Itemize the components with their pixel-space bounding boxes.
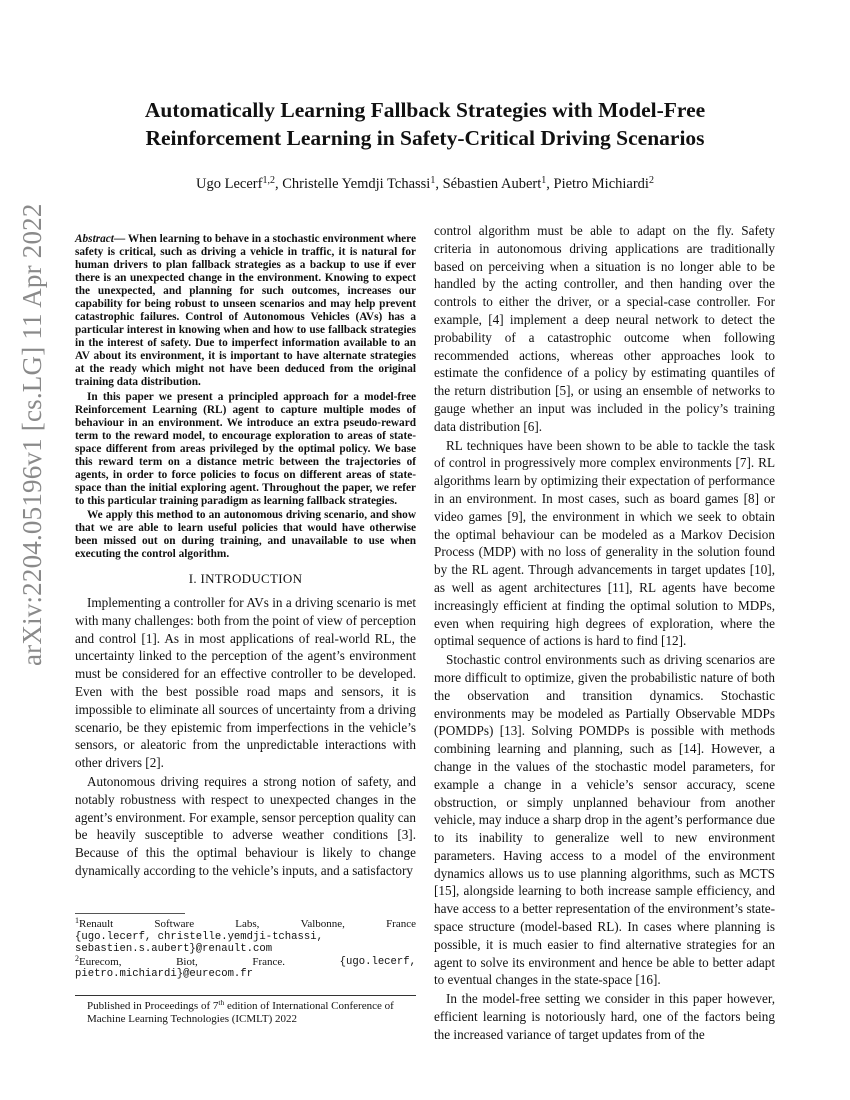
title-line-2: Reinforcement Learning in Safety-Critical Driving Scenarios: [145, 126, 705, 150]
author-name: Christelle Yemdji Tchassi: [282, 176, 431, 192]
publication-note-suffix: edition of International Conference of: [224, 1000, 394, 1012]
footnote-email-fragment: {ugo.lecerf,: [339, 955, 416, 968]
author-list: Ugo Lecerf$^{1,2}$, Christelle Yemdji Tchassi$^1$, Sébastien Aubert$^1$, Pietro Michiardi$^2$: [196, 175, 654, 192]
publication-note-prefix: Published in Proceedings of 7: [87, 1000, 219, 1012]
footnote-1-affiliation: [75, 918, 416, 931]
paper-title: [75, 96, 775, 152]
footnote-1-email-line-1: {ugo.lecerf, christelle.yemdji-tchassi,: [75, 930, 323, 943]
author-name: Pietro Michiardi: [553, 176, 649, 192]
author-name: Ugo Lecerf: [196, 176, 263, 192]
footnotes: [75, 918, 416, 981]
left-column: [75, 233, 416, 881]
abstract-paragraph-2: In this paper we present a principled approach for a model-free Reinforcement Learning (RL) agent to capture multiple modes of behaviour in an environment. We introduce an extra pseudo-reward term to the reward model, to encourage exploration to areas of state-space different from areas privileged by the optimal policy. We base this reward term on a distance metric between the trajectories of agents, in order to force policies to focus on different areas of state-space than the initial exploring agent. Throughout the paper, we refer to this particular training paradigm as learning fallback strategies.: [75, 391, 416, 507]
footnote-1-email-line-2: sebastien.s.aubert}@renault.com: [75, 943, 273, 955]
right-paragraph-3: Stochastic control environments such as driving scenarios are more difficult to optimize, given the probabilistic nature of both the observation and transition dynamics. Stochastic environments may be modeled as Partially Observable MDPs (POMDPs) [13]. Solving POMDPs is possible with methods combining learning and planning, such as [14]. However, a change in the values of the stochastic model parameters, for example a change in a vehicle’s sensor accuracy, scene obstruction, or simply unplanned behaviour from another vehicle, may induce a sharp drop in the agent’s performance due to its inability to generalize well to new environment parameters. Having access to a model of the environment dynamics allows us to use planning algorithms, such as MCTS [15], alongside learning to both increase sample efficiency, and have access to a better representation of the environment’s state-space structure (model-based RL). In cases where planning is possible, it is much easier to find alternative strategies for an agent to solve its environment and hence be able to better adapt to eventual changes in the state-space [16].: [434, 652, 775, 988]
author-affiliation: 1,2: [262, 175, 275, 186]
author-affiliation: 1: [541, 175, 547, 186]
footnote-word: Valbonne,: [300, 918, 345, 930]
intro-paragraph-2: Autonomous driving requires a strong notion of safety, and notably robustness with respect to unexpected changes in the agent’s environment. For example, sensor perception quality can be heavily susceptible to adverse weather conditions [3]. Because of this the optimal behaviour is likely to change dynamically according to the vehicle’s inputs, and a satisfactory: [75, 773, 416, 878]
publication-note-line-2: Machine Learning Technologies (ICMLT) 2022: [87, 1013, 298, 1025]
footnote-word: Labs,: [235, 918, 260, 930]
author-affiliation: 2: [648, 175, 654, 186]
author-name: Sébastien Aubert: [442, 176, 542, 192]
abstract-label: Abstract: [75, 233, 114, 245]
publication-note-superscript: th: [218, 998, 225, 1007]
author-affiliation: 1: [430, 175, 436, 186]
footnote-word: France: [386, 918, 416, 930]
footnote-mark: 1: [75, 916, 79, 925]
footnote-word: Eurecom,: [79, 955, 122, 968]
footnote-word: France.: [252, 955, 286, 968]
footnote-word: Software: [154, 918, 195, 930]
footnote-2-email-line-2: pietro.michiardi}@eurecom.fr: [75, 968, 254, 980]
intro-paragraph-1: Implementing a controller for AVs in a driving scenario is met with many challenges: both from the point of view of perception and control [1]. As in most applications of real-world RL, the uncertainty linked to the perception of the agent’s environment must be considered for an effective controller to be developed. Even with the best possible road maps and sensors, it is impossible to eliminate all sources of uncertainty from a driving scenario, be they epistemic from imperfections in the vehicle’s sensors, or aleatoric from the unpredictable interactions with other drivers [2].: [75, 595, 416, 771]
footnote-word: Renault: [79, 918, 114, 930]
publication-note: [87, 1000, 417, 1026]
right-paragraph-4: In the model-free setting we consider in this paper however, efficient learning is notoriously hard, one of the factors being the increased variance of target updates from of the: [434, 991, 775, 1042]
arxiv-identifier-watermark: arXiv:2204.05196v1 [cs.LG] 11 Apr 2022: [17, 203, 47, 666]
footnote-mark: 2: [75, 953, 79, 963]
section-heading-introduction: I. INTRODUCTION: [188, 571, 303, 586]
right-paragraph-2: RL techniques have been shown to be able to tackle the task of control in progressively more complex environments [7]. RL algorithms learn by optimizing their expectation of performance in an environment. In most cases, such as board games [8] or video games [9], the environment in which we seek to obtain the optimal behaviour can be modeled as a Markov Decision Process (MDP) with no loss of generality in the solution found by the RL agent. Through advancements in target updates [10], as well as agent architectures [11], RL agents have become increasingly efficient at finding the optimal solution to MDPs, even when requiring high degrees of exploration, where the optimal sequence of actions is hard to find [12].: [434, 437, 775, 649]
right-paragraph-1: control algorithm must be able to adapt on the fly. Safety criteria in autonomous driving applications are traditionally based on perceiving when a situation is no longer able to be handled by the acting controller, and then handing over the controls to either the driver, or a special-case controller. For example, [4] implement a deep neural network to detect the probability of a catastrophic outcome when following recommended actions, whereas other approaches look to estimate the confidence of a policy by estimating quantiles of the return distribution [5], or using an ensemble of networks to gauge whether an input was included in the policy’s training data distribution [6].: [434, 223, 775, 434]
publication-note-rule: [75, 995, 416, 996]
abstract-paragraph-1: Abstract— When learning to behave in a stochastic environment where safety is critical, such as driving a vehicle in traffic, it is natural for human drivers to plan fallback strategies as a backup to use if ever there is an unexpected change in the environment. Knowing to expect the unexpected, and planning for such outcomes, increases our capability for being robust to unseen scenarios and may help prevent catastrophic failures. Control of Autonomous Vehicles (AVs) has a particular interest in knowing when and how to use fallback strategies in the interest of safety. Due to imperfect information available to an AV about its environment, it is important to have alternate strategies at the ready which might not have been deduced from the original training data distribution.: [75, 233, 416, 388]
footnote-rule: [75, 913, 185, 914]
right-column: [434, 222, 775, 1045]
footnote-2-affiliation: [75, 953, 416, 969]
title-line-1: Automatically Learning Fallback Strategies with Model-Free: [144, 98, 706, 122]
abstract-paragraph-3: We apply this method to an autonomous driving scenario, and show that we are able to learn useful policies that would have otherwise been missed out on during training, and unavailable to use when executing the control algorithm.: [75, 509, 416, 560]
abstract-text: When learning to behave in a stochastic environment where safety is critical, such as driving a vehicle in traffic, it is natural for human drivers to plan fallback strategies as a backup to use if ever there is an unexpected change in the environment. Knowing to expect the unexpected, and planning for such outcomes, increases our capability for being robust to unseen scenarios and may help prevent catastrophic failures. Control of Autonomous Vehicles (AVs) has a particular interest in knowing when and how to use fallback strategies in the interest of safety. Due to imperfect information available to an AV about its environment, it is important to have alternate strategies at the ready which might not have been deduced from the original training data distribution.: [75, 233, 416, 388]
footnote-word: Biot,: [176, 955, 198, 968]
